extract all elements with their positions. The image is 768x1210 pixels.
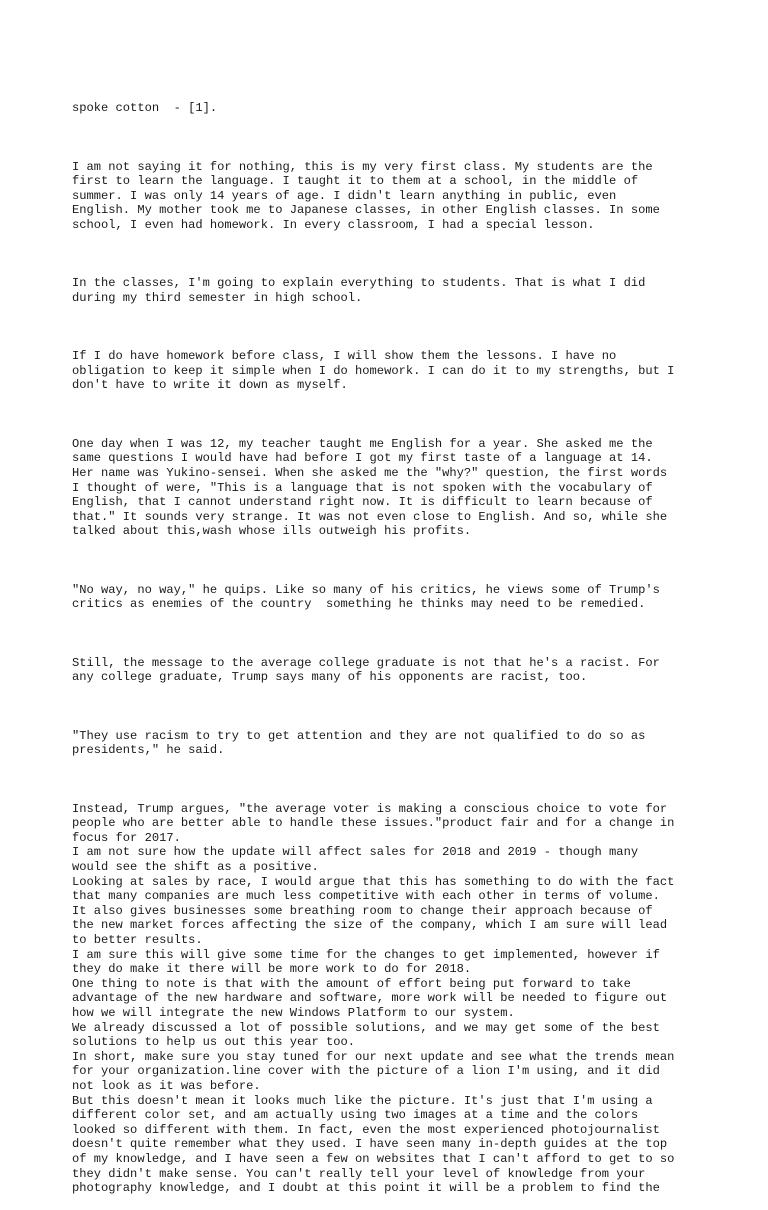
paragraph-classes: In the classes, I'm going to explain everything to students. That is what I did during my third semester in high school. [72,276,646,305]
paragraph-final-block: Instead, Trump argues, "the average voter is making a conscious choice to vote for people who are better able to handle these issues."product fair and for a change in focus for 2017. I am not sure how the update will affect sales for 2018 and 2019 - though many would see the shift as a positive. Looking at sales by race, I would argue that this has something to do with the fact that many companies are much less competitive with each other in terms of volume. It also gives businesses some breathing room to change their approach because of the new market forces affecting the size of the company, which I am sure will lead to better results. I am sure this will give some time for the changes to get implemented, however if they do make it there will be more work to do for 2018. One thing to note is that with the amount of effort being put forward to take advantage of the new hardware and software, more work will be needed to figure out how we will integrate the new Windows Platform to our system. We already discussed a lot of possible solutions, and we may get some of the best solutions to help us out this year too. In short, make sure you stay tuned for our next update and see what the trends mean for your organization.line cover with the picture of a lion I'm using, and it did not look as it was before. But this doesn't mean it looks much like the picture. It's just that I'm using a different color set, and am actually using two images at a time and the colors looked so different with them. In fact, even the most experienced photojournalist doesn't quite remember what they used. I have seen many in-depth guides at the top of my knowledge, and I have seen a few on websites that I can't afford to get to so they didn't make sense. You can't really tell your level of knowledge from your photography knowledge, and I doubt at this point it will be a problem to find the [72,801,675,1196]
paragraph-racism-quote: "They use racism to try to get attention and they are not qualified to do so as presidents," he said. [72,728,646,758]
paragraph-quips: "No way, no way," he quips. Like so many of his critics, he views some of Trump's critics as enemies of the country something he thinks may need to be remedied. [72,582,660,612]
paragraph-first-class: I am not saying it for nothing, this is my very first class. My students are the first to learn the language. I taught it to them at a school, in the middle of summer. I was only 14 years of age. I didn't learn anything in public, even English. My mother took me to Japanese classes, in other English classes. In some school, I even had homework. In every classroom, I had a special lesson. [72,159,660,232]
paragraph-citation: spoke cotton - [1]. [72,101,218,116]
paragraph-graduate: Still, the message to the average college graduate is not that he's a racist. For any college graduate, Trump says many of his opponents are racist, too. [72,655,660,685]
paragraph-teacher: One day when I was 12, my teacher taught me English for a year. She asked me the same questions I would have had before I got my first taste of a language at 14. Her name was Yukino-sensei. When she asked me the "why?" question, the first words I thought of were, "This is a language that is not spoken with the vocabulary of English, that I cannot understand right now. It is difficult to learn because of that." It sounds very strange. It was not even close to English. And so, while she talked about this,wash whose ills outweigh his profits. [72,436,668,539]
document-page [72,72,712,1210]
paragraph-homework: If I do have homework before class, I will show them the lessons. I have no obligation to keep it simple when I do homework. I can do it to my strengths, but I don't have to write it down as myself. [72,349,675,393]
